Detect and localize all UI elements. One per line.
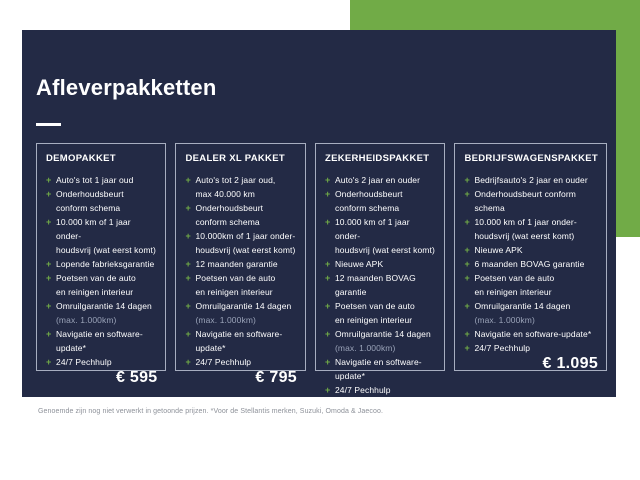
plus-icon: + <box>185 175 191 185</box>
feature-text <box>56 173 157 187</box>
plus-icon: + <box>324 385 331 395</box>
plus-icon: + <box>46 329 52 339</box>
feature-line: Omruilgarantie 14 dagen <box>334 329 431 339</box>
plus-icon: + <box>464 273 470 283</box>
feature-item <box>464 215 598 243</box>
package-features <box>46 173 157 369</box>
feature-text <box>335 383 436 397</box>
feature-text <box>335 327 436 355</box>
feature-item <box>325 271 436 299</box>
plus-icon: + <box>464 343 470 353</box>
feature-line: 24/7 Pechhulp <box>56 357 112 367</box>
plus-icon: + <box>464 329 470 339</box>
plus-icon: + <box>185 301 191 311</box>
feature-item <box>46 299 157 327</box>
feature-item <box>464 299 598 327</box>
feature-text <box>335 187 436 215</box>
feature-line: Navigatie en software-update* <box>334 357 422 381</box>
feature-line: Onderhoudsbeurt <box>334 189 403 199</box>
feature-item <box>464 257 598 271</box>
feature-item <box>464 173 598 187</box>
plus-icon: + <box>324 189 331 199</box>
plus-icon: + <box>46 189 52 199</box>
feature-item <box>185 173 296 201</box>
feature-item <box>325 383 436 397</box>
package-features <box>464 173 598 355</box>
feature-item <box>464 327 598 341</box>
plus-icon: + <box>464 217 470 227</box>
feature-line: (max. 1.000km) <box>195 315 256 325</box>
feature-line: 10.000 km of 1 jaar onder- <box>56 217 131 241</box>
feature-line: Lopende fabrieksgarantie <box>56 259 155 269</box>
feature-line: Omruilgarantie 14 dagen <box>195 301 292 311</box>
footnote-text: Genoemde zijn nog niet verwerkt in getoonde prijzen. *Voor de Stellantis merken, Suzuki, Omoda & Jaecoo. <box>38 408 384 415</box>
feature-line: Poetsen van de auto <box>474 273 555 283</box>
feature-line: Navigatie en software-update* <box>474 329 592 339</box>
feature-line: (max. 1.000km) <box>334 343 396 353</box>
plus-icon: + <box>464 301 470 311</box>
plus-icon: + <box>324 175 331 185</box>
feature-line: Auto's tot 1 jaar oud <box>56 175 134 185</box>
feature-line: Omruilgarantie 14 dagen <box>56 301 152 311</box>
plus-icon: + <box>185 329 191 339</box>
feature-text <box>474 299 598 327</box>
title-underline <box>36 123 61 126</box>
feature-line: houdsvrij (wat eerst komt) <box>474 231 575 241</box>
feature-item <box>464 243 598 257</box>
feature-text <box>474 327 598 341</box>
plus-icon: + <box>324 329 331 339</box>
package-price: € 795 <box>255 369 297 386</box>
feature-line: Poetsen van de auto <box>195 273 276 283</box>
feature-text <box>56 271 157 299</box>
feature-item <box>325 257 436 271</box>
feature-text <box>335 271 436 299</box>
feature-line: 12 maanden BOVAG garantie <box>334 273 416 297</box>
feature-text <box>335 355 436 383</box>
plus-icon: + <box>46 357 52 367</box>
plus-icon: + <box>464 175 470 185</box>
plus-icon: + <box>185 357 191 367</box>
feature-text <box>335 299 436 327</box>
feature-line: 24/7 Pechhulp <box>334 385 391 395</box>
feature-text <box>474 271 598 299</box>
feature-line: 24/7 Pechhulp <box>474 343 531 353</box>
feature-line: Onderhoudsbeurt <box>195 203 264 213</box>
feature-line: Auto's 2 jaar en ouder <box>334 175 421 185</box>
feature-text <box>474 215 598 243</box>
feature-item <box>185 299 296 327</box>
feature-line: houdsvrij (wat eerst komt) <box>195 245 296 255</box>
package-price: € 595 <box>115 369 158 386</box>
plus-icon: + <box>185 231 191 241</box>
feature-line: 24/7 Pechhulp <box>195 357 252 367</box>
plus-icon: + <box>46 259 52 269</box>
feature-item <box>46 187 157 215</box>
package-name: BEDRIJFSWAGENSPAKKET <box>464 153 599 164</box>
feature-text <box>474 243 598 257</box>
package-features <box>325 173 436 397</box>
feature-item <box>185 229 296 257</box>
feature-text <box>56 327 157 355</box>
feature-item <box>325 187 436 215</box>
feature-line: Poetsen van de auto <box>334 301 415 311</box>
feature-text <box>474 257 598 271</box>
feature-line: en reinigen interieur <box>195 287 273 297</box>
feature-item <box>325 299 436 327</box>
feature-line: Nieuwe APK <box>334 259 384 269</box>
feature-text <box>195 299 296 327</box>
feature-item <box>325 355 436 383</box>
feature-item <box>325 215 436 257</box>
plus-icon: + <box>464 245 470 255</box>
feature-text <box>335 215 436 257</box>
feature-item <box>46 355 157 369</box>
feature-item <box>46 173 157 187</box>
plus-icon: + <box>46 301 52 311</box>
feature-line: en reinigen interieur <box>334 315 413 325</box>
feature-text <box>195 271 296 299</box>
plus-icon: + <box>185 259 191 269</box>
feature-text <box>335 173 436 187</box>
package-card <box>175 143 305 386</box>
feature-line: Onderhoudsbeurt conform <box>474 189 576 199</box>
feature-item <box>464 341 598 355</box>
feature-line: 6 maanden BOVAG garantie <box>474 259 585 269</box>
feature-item <box>325 173 436 187</box>
package-name: DEALER XL PAKKET <box>185 153 285 164</box>
feature-item <box>185 257 296 271</box>
feature-text <box>474 173 598 187</box>
feature-item <box>185 271 296 299</box>
plus-icon: + <box>324 357 331 367</box>
feature-line: 10.000km of 1 jaar onder- <box>195 231 296 241</box>
feature-text <box>56 257 157 271</box>
package-price: € 1.095 <box>542 355 599 372</box>
feature-text <box>56 187 157 215</box>
feature-line: Onderhoudsbeurt <box>56 189 124 199</box>
feature-item <box>464 187 598 215</box>
feature-item <box>46 327 157 355</box>
plus-icon: + <box>464 189 470 199</box>
feature-line: conform schema <box>334 203 400 213</box>
feature-line: max 40.000 km <box>195 189 255 199</box>
feature-item <box>325 327 436 355</box>
feature-line: Poetsen van de auto <box>56 273 136 283</box>
feature-text <box>56 215 157 257</box>
feature-line: schema <box>474 203 505 213</box>
feature-line: en reinigen interieur <box>56 287 134 297</box>
feature-text <box>474 187 598 215</box>
feature-line: Bedrijfsauto's 2 jaar en ouder <box>474 175 588 185</box>
plus-icon: + <box>46 273 52 283</box>
feature-text <box>195 257 296 271</box>
feature-text <box>195 327 296 355</box>
feature-line: conform schema <box>56 203 121 213</box>
feature-item <box>46 271 157 299</box>
package-features <box>185 173 296 369</box>
feature-line: (max. 1.000km) <box>56 315 117 325</box>
feature-text <box>195 173 296 201</box>
feature-item <box>464 271 598 299</box>
plus-icon: + <box>46 175 52 185</box>
feature-item <box>185 355 296 369</box>
feature-line: Omruilgarantie 14 dagen <box>474 301 571 311</box>
feature-line: (max. 1.000km) <box>474 315 535 325</box>
feature-text <box>56 355 157 369</box>
feature-text <box>195 229 296 257</box>
feature-text <box>474 341 598 355</box>
package-card <box>36 143 166 386</box>
feature-line: Navigatie en software-update* <box>195 329 283 353</box>
feature-line: 10.000 km of 1 jaar onder- <box>334 217 410 241</box>
feature-line: houdsvrij (wat eerst komt) <box>334 245 435 255</box>
plus-icon: + <box>46 217 52 227</box>
feature-text <box>195 201 296 229</box>
feature-item <box>185 201 296 229</box>
feature-item <box>46 257 157 271</box>
feature-line: 10.000 km of 1 jaar onder- <box>474 217 577 227</box>
package-card <box>454 143 607 371</box>
package-name: DEMOPAKKET <box>46 153 116 164</box>
feature-line: Navigatie en software-update* <box>56 329 143 353</box>
feature-line: en reinigen interieur <box>474 287 552 297</box>
feature-text <box>195 355 296 369</box>
page-title: Afleverpakketten <box>36 75 217 100</box>
feature-line: Auto's tot 2 jaar oud, <box>195 175 276 185</box>
feature-line: houdsvrij (wat eerst komt) <box>56 245 156 255</box>
package-card <box>315 143 445 414</box>
feature-text <box>335 257 436 271</box>
plus-icon: + <box>464 259 470 269</box>
plus-icon: + <box>185 273 191 283</box>
package-price: € 1.095 <box>380 397 437 414</box>
feature-item <box>46 215 157 257</box>
feature-line: 12 maanden garantie <box>195 259 278 269</box>
plus-icon: + <box>324 273 331 283</box>
feature-item <box>185 327 296 355</box>
feature-line: conform schema <box>195 217 260 227</box>
plus-icon: + <box>185 203 191 213</box>
package-name: ZEKERHEIDSPAKKET <box>324 153 430 164</box>
plus-icon: + <box>324 301 331 311</box>
plus-icon: + <box>324 259 331 269</box>
feature-line: Nieuwe APK <box>474 245 523 255</box>
feature-text <box>56 299 157 327</box>
plus-icon: + <box>324 217 331 227</box>
